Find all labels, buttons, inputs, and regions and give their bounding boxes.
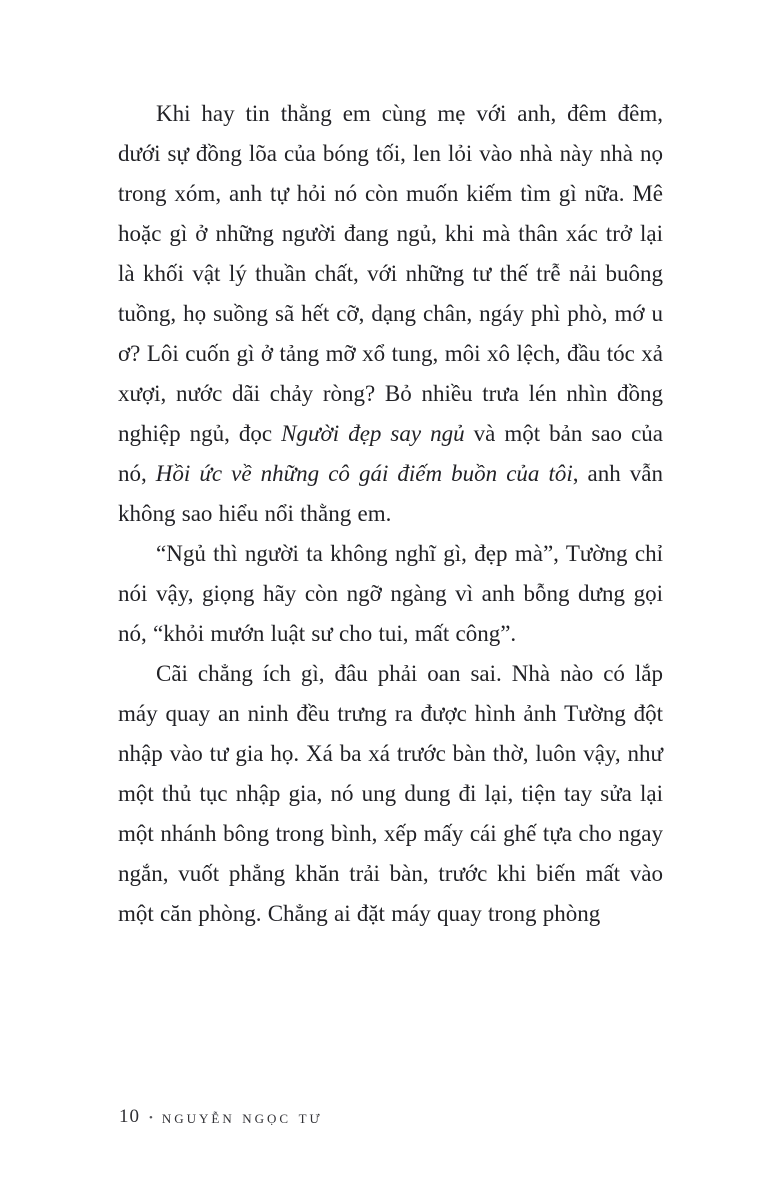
paragraph-1-text: và một bản sao của nó, [118, 421, 663, 486]
paragraph-2 [118, 534, 663, 654]
running-footer-author: nguyễn ngọc tư [161, 1106, 323, 1127]
book-title-italic-2: Hồi ức về những cô gái điếm buồn của tôi [155, 461, 573, 486]
book-title-italic-1: Người đẹp say ngủ [281, 421, 465, 446]
page-number: 10 [119, 1106, 140, 1127]
page-footer [119, 1106, 323, 1128]
paragraph-1-text: Khi hay tin thằng em cùng mẹ với anh, đêm đêm, dưới sự đồng lõa của bóng tối, len lỏi vào nhà này nhà nọ trong xóm, anh tự hỏi nó còn muốn kiếm tìm gì nữa. Mê hoặc gì ở những người đang ngủ, khi mà thân xác trở lại là khối vật lý thuần chất, với những tư thế trễ nải buông tuồng, họ suồng sã hết cỡ, dạng chân, ngáy phì phò, mớ u ơ? Lôi cuốn gì ở tảng mỡ xổ tung, môi xô lệch, đầu tóc xả xượi, nước dãi chảy ròng? Bỏ nhiều trưa lén nhìn đồng nghiệp ngủ, đọc [118, 101, 663, 446]
body-text [118, 94, 663, 934]
paragraph-3-text: Cãi chẳng ích gì, đâu phải oan sai. Nhà nào có lắp máy quay an ninh đều trưng ra được hình ảnh Tường đột nhập vào tư gia họ. Xá ba xá trước bàn thờ, luôn vậy, như một thủ tục nhập gia, nó ung dung đi lại, tiện tay sửa lại một nhánh bông trong bình, xếp mấy cái ghế tựa cho ngay ngắn, vuốt phẳng khăn trải bàn, trước khi biến mất vào một căn phòng. Chẳng ai đặt máy quay trong phòng [118, 661, 663, 926]
paragraph-3 [118, 654, 663, 934]
footer-separator-dot: • [149, 1112, 153, 1124]
paragraph-1-text: , anh vẫn không sao hiểu nổi thằng em. [118, 461, 663, 526]
paragraph-2-text: “Ngủ thì người ta không nghĩ gì, đẹp mà”, Tường chỉ nói vậy, giọng hãy còn ngỡ ngàng vì anh bỗng dưng gọi nó, “khỏi mướn luật sư cho tui, mất công”. [118, 541, 663, 646]
paragraph-1 [118, 94, 663, 534]
